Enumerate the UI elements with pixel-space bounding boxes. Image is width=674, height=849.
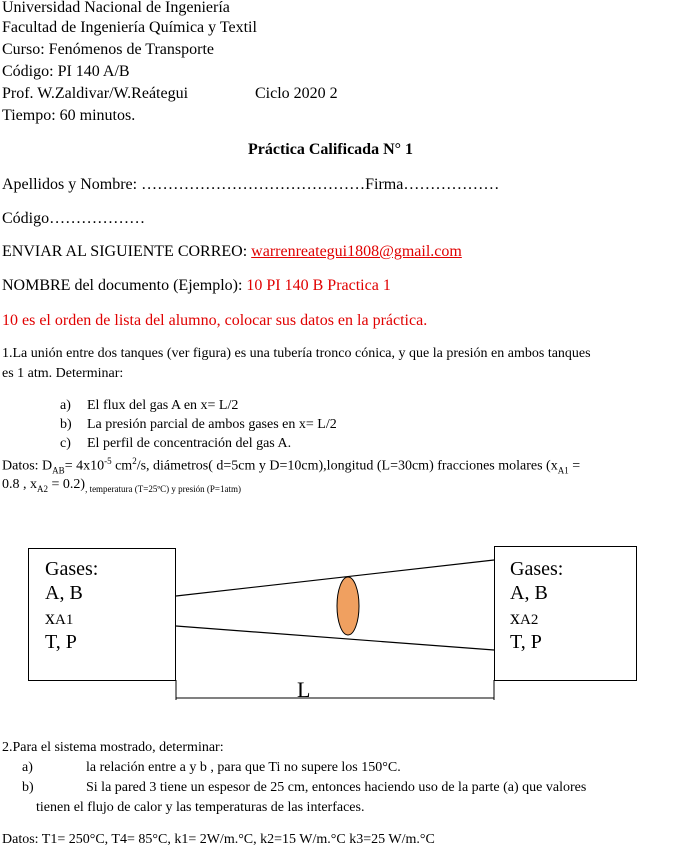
- page-title: Práctica Calificada N° 1: [248, 141, 414, 158]
- code-line: Código………………: [2, 210, 146, 227]
- document-name-label: NOMBRE del documento (Ejemplo):: [2, 277, 247, 294]
- university-name: Universidad Nacional de Ingeniería: [2, 0, 230, 16]
- problem1-item-a-marker: a): [60, 398, 71, 413]
- list-order-note: 10 es el orden de lista del alumno, colocar sus datos en la práctica.: [2, 312, 428, 329]
- problem2-item-b-marker: b): [22, 780, 34, 795]
- problem1-data-line1: Datos: $D_{AB}= 4x10^{-5}$ $cm^2/s$, diámetros( d=5cm y D=10cm),longitud (L=30cm) fracciones molares ($x_{A1}$ =: [2, 456, 581, 476]
- left-tank-label-fraction: xA1: [45, 607, 74, 629]
- problem1-item-c: El perfil de concentración del gas A.: [87, 436, 292, 451]
- course-name: Curso: Fenómenos de Transporte: [2, 41, 214, 58]
- length-label: L: [297, 677, 311, 702]
- pipe-bottom-edge: [176, 626, 494, 650]
- exam-time: Tiempo: 60 minutos.: [2, 107, 136, 124]
- email-label: ENVIAR AL SIGUIENTE CORREO:: [2, 243, 252, 260]
- right-tank-label-conditions: T, P: [510, 631, 542, 653]
- right-tank-label-species: A, B: [510, 582, 548, 604]
- email-link[interactable]: warrenreategui1808@gmail.com: [251, 243, 462, 260]
- cycle: Ciclo 2020 2: [255, 85, 338, 102]
- problem2-item-a: la relación entre a y b , para que Ti no supere los 150°C.: [86, 760, 401, 775]
- problem1-data-line2: 0.8 , $x_{A2} = 0.2)_{, temperatura (T=25ºC) y presión (P=1atm)}$: [2, 477, 241, 494]
- right-tank-label-fraction: xA2: [510, 607, 539, 629]
- problem2-statement: 2.Para el sistema mostrado, determinar:: [2, 740, 224, 755]
- problem2-item-b-continuation: tienen el flujo de calor y las temperaturas de las interfaces.: [36, 800, 365, 815]
- right-tank-label-gases: Gases:: [510, 558, 564, 580]
- problem1-item-c-marker: c): [60, 436, 71, 451]
- professors: Prof. W.Zaldivar/W.Reátegui: [2, 85, 189, 102]
- name-signature-line: Apellidos y Nombre: ……………………………………Firma………………: [2, 176, 500, 193]
- left-tank-label-conditions: T, P: [45, 631, 77, 653]
- problem1-item-b-marker: b): [60, 417, 72, 432]
- problem2-item-a-marker: a): [22, 760, 33, 775]
- problem2-item-b: Si la pared 3 tiene un espesor de 25 cm, entonces haciendo uso de la parte (a) que valores: [86, 780, 587, 795]
- problem1-statement-line2: es 1 atm. Determinar:: [2, 366, 124, 381]
- pipe-cross-section: [337, 577, 359, 635]
- problem1-item-b: La presión parcial de ambos gases en x= L/2: [87, 417, 337, 432]
- course-code: Código: PI 140 A/B: [2, 63, 130, 80]
- pipe-top-edge: [176, 560, 494, 596]
- left-tank-label-species: A, B: [45, 582, 83, 604]
- problem2-data: Datos: T1= 250°C, T4= 85°C, k1= 2W/m.°C, k2=15 W/m.°C k3=25 W/m.°C: [2, 832, 435, 847]
- problem1-statement-line1: 1.La unión entre dos tanques (ver figura) es una tubería tronco cónica, y que la presión en ambos tanques: [2, 346, 591, 361]
- document-name-example: 10 PI 140 B Practica 1: [246, 277, 391, 294]
- problem1-item-a: El flux del gas A en x= L/2: [87, 398, 239, 413]
- faculty-name: Facultad de Ingeniería Química y Textil: [2, 19, 257, 36]
- left-tank-label-gases: Gases:: [45, 558, 99, 580]
